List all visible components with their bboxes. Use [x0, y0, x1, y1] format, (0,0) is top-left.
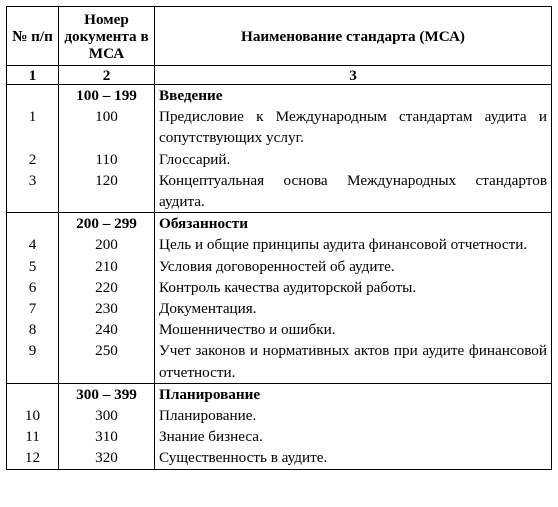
table-header-row [7, 7, 552, 66]
standard-name: Документация. [155, 298, 552, 319]
standard-name: Существенность в аудите. [155, 447, 552, 469]
standard-name: Контроль качества аудиторской работы. [155, 277, 552, 298]
section-title: Введение [155, 85, 552, 107]
document-code: 240 [59, 319, 155, 340]
table-row [7, 340, 552, 383]
row-number: 10 [7, 405, 59, 426]
table-row [7, 405, 552, 426]
column-number-row [7, 66, 552, 85]
document-code: 110 [59, 149, 155, 170]
standard-name: Условия договоренностей об аудите. [155, 256, 552, 277]
table-row [7, 426, 552, 447]
header-document-number: Номер документа в МСА [59, 7, 155, 66]
row-number: 7 [7, 298, 59, 319]
table-row [7, 447, 552, 469]
document-code: 210 [59, 256, 155, 277]
standard-name: Учет законов и нормативных актов при аудите финансовой отчетности. [155, 340, 552, 383]
column-number: 2 [59, 66, 155, 85]
section-range: 200 – 299 [59, 213, 155, 235]
section-title: Обязанности [155, 213, 552, 235]
section-title: Планирование [155, 383, 552, 405]
table-row [7, 234, 552, 255]
row-number: 1 [7, 106, 59, 148]
document-code: 100 [59, 106, 155, 148]
section-planning [7, 383, 552, 469]
column-number: 3 [155, 66, 552, 85]
header-standard-name: Наименование стандарта (МСА) [155, 7, 552, 66]
standard-name: Глоссарий. [155, 149, 552, 170]
row-number: 2 [7, 149, 59, 170]
row-number: 6 [7, 277, 59, 298]
table-row [7, 149, 552, 170]
row-number: 8 [7, 319, 59, 340]
row-number: 9 [7, 340, 59, 383]
row-number: 12 [7, 447, 59, 469]
row-number: 3 [7, 170, 59, 213]
header-number: № п/п [7, 7, 59, 66]
document-code: 250 [59, 340, 155, 383]
document-code: 300 [59, 405, 155, 426]
standard-name: Цель и общие принципы аудита финансовой отчетности. [155, 234, 552, 255]
standard-name: Знание бизнеса. [155, 426, 552, 447]
standard-name: Мошенничество и ошибки. [155, 319, 552, 340]
section-header-row [7, 213, 552, 235]
document-code: 310 [59, 426, 155, 447]
document-code: 230 [59, 298, 155, 319]
table-row [7, 298, 552, 319]
section-introduction [7, 85, 552, 213]
standards-table [6, 6, 552, 470]
section-header-row [7, 85, 552, 107]
table-row [7, 256, 552, 277]
section-header-row [7, 383, 552, 405]
row-number: 4 [7, 234, 59, 255]
document-code: 320 [59, 447, 155, 469]
table-row [7, 277, 552, 298]
standard-name: Планирование. [155, 405, 552, 426]
table-row [7, 319, 552, 340]
column-number: 1 [7, 66, 59, 85]
row-number: 5 [7, 256, 59, 277]
section-range: 300 – 399 [59, 383, 155, 405]
table-row [7, 106, 552, 148]
section-range: 100 – 199 [59, 85, 155, 107]
section-responsibilities [7, 213, 552, 384]
document-code: 120 [59, 170, 155, 213]
standard-name: Предисловие к Международным стандартам аудита и сопутствующих услуг. [155, 106, 552, 148]
standard-name: Концептуальная основа Международных стандартов аудита. [155, 170, 552, 213]
document-code: 200 [59, 234, 155, 255]
row-number: 11 [7, 426, 59, 447]
table-row [7, 170, 552, 213]
document-code: 220 [59, 277, 155, 298]
